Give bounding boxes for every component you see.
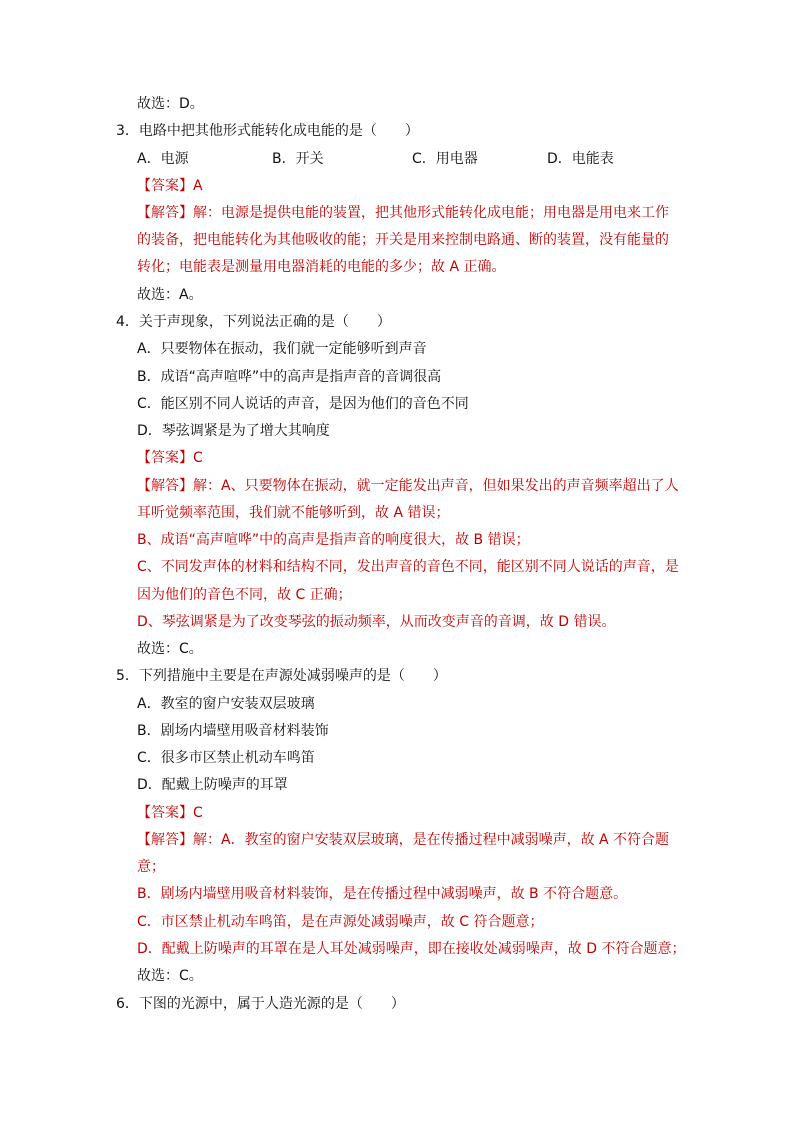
q5-explain-line: B．剧场内墙壁用吸音材料装饰，是在传播过程中减弱噪声，故 B 不符合题意。 <box>137 886 628 902</box>
question-3-title: 3．电路中把其他形式能转化成电能的是（ ） <box>116 123 419 139</box>
q5-option-b: B．剧场内墙壁用吸音材料装饰 <box>137 723 329 739</box>
q3-explain-line: 的装备，把电能转化为其他吸收的能；开关是用来控制电路通、断的装置，没有能量的 <box>137 232 669 248</box>
q4-explain-line: B、成语“高声喧哗”中的高声是指声音的响度很大，故 B 错误； <box>137 532 530 548</box>
q4-explain-line: C、不同发声体的材料和结构不同，发出声音的音色不同，能区别不同人说话的声音，是 <box>137 559 679 575</box>
q3-explain-line: 转化；电能表是测量用电器消耗的电能的多少；故 A 正确。 <box>137 259 506 275</box>
q3-explain-line: 【解答】解：电源是提供电能的装置，把其他形式能转化成电能；用电器是用电来工作 <box>137 205 669 221</box>
q5-explain-line: 【解答】解：A．教室的窗户安装双层玻璃，是在传播过程中减弱噪声，故 A 不符合题 <box>137 832 670 848</box>
q4-select-line: 故选：C。 <box>137 641 203 657</box>
q3-select-line: 故选：A。 <box>137 287 203 303</box>
prev-select-line: 故选：D。 <box>137 96 204 112</box>
q4-explain-line: 耳听觉频率范围，我们就不能够听到，故 A 错误； <box>137 505 450 521</box>
question-4-title: 4．关于声现象，下列说法正确的是（ ） <box>116 314 391 330</box>
q4-option-d: D．琴弦调紧是为了增大其响度 <box>137 423 330 439</box>
q5-option-a: A．教室的窗户安装双层玻璃 <box>137 696 315 712</box>
q5-explain-line: 意； <box>137 859 165 875</box>
q3-option-d: D．电能表 <box>547 151 614 167</box>
q4-explain-line: D、琴弦调紧是为了改变琴弦的振动频率，从而改变声音的音调，故 D 错误。 <box>137 614 616 630</box>
q5-select-line: 故选：C。 <box>137 968 203 984</box>
q4-explain-line: 【解答】解：A、只要物体在振动，就一定能发出声音，但如果发出的声音频率超出了人 <box>137 478 679 494</box>
q5-explain-line: C．市区禁止机动车鸣笛，是在声源处减弱噪声，故 C 符合题意； <box>137 914 544 930</box>
q4-explain-line: 因为他们的音色不同，故 C 正确； <box>137 587 352 603</box>
q3-option-c: C．用电器 <box>412 151 478 167</box>
question-5-title: 5．下列措施中主要是在声源处减弱噪声的是（ ） <box>116 668 447 684</box>
q4-option-b: B．成语“高声喧哗”中的高声是指声音的音调很高 <box>137 369 442 385</box>
q4-option-c: C．能区别不同人说话的声音，是因为他们的音色不同 <box>137 396 469 412</box>
q3-option-a: A．电源 <box>137 151 189 167</box>
q5-option-d: D．配戴上防噪声的耳罩 <box>137 777 288 793</box>
question-6-title: 6．下图的光源中，属于人造光源的是（ ） <box>116 996 405 1012</box>
q5-option-c: C．很多市区禁止机动车鸣笛 <box>137 750 315 766</box>
q3-answer: 【答案】A <box>137 178 203 194</box>
q3-option-b: B．开关 <box>272 151 324 167</box>
q5-explain-line: D．配戴上防噪声的耳罩在是人耳处减弱噪声，即在接收处减弱噪声，故 D 不符合题意； <box>137 941 686 957</box>
q4-option-a: A．只要物体在振动，我们就一定能够听到声音 <box>137 341 427 357</box>
q4-answer: 【答案】C <box>137 450 203 466</box>
q5-answer: 【答案】C <box>137 805 203 821</box>
